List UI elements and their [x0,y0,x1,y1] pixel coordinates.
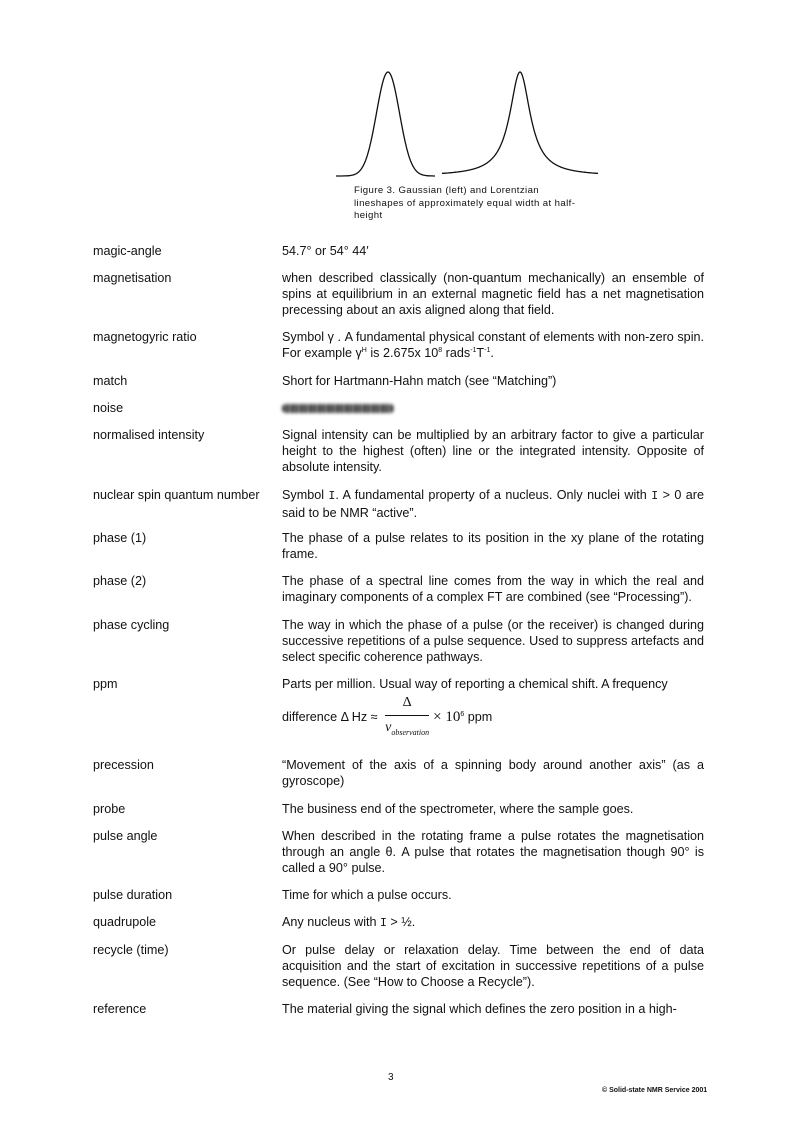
term: phase cycling [93,618,170,632]
text: Symbol γ . A fundamental physical constant of elements with non-zero spin. For example γ [282,330,704,360]
definition: Or pulse delay or relaxation delay. Time between the end of data acquisition and the start of excitation in successive repetitions of a pulse sequence. (See “How to Choose a Recycle”). [282,943,704,989]
symbol-I: I [380,917,387,930]
term: precession [93,758,154,772]
term: phase (2) [93,574,147,588]
term: phase (1) [93,531,147,545]
definition: The way in which the phase of a pulse (or the receiver) is changed during successive repetitions of a pulse sequence. Used to suppress artefacts and select specific coherence pathways. [282,618,704,664]
definition: Short for Hartmann-Hahn match (see “Matching”) [282,374,557,388]
denominator [385,716,429,741]
definition: when described classically (non-quantum mechanically) an ensemble of spins at equilibrium in an external magnetic field has a net magnetisation precessing about an axis aligned along that field. [282,271,704,317]
definition: The business end of the spectrometer, where the sample goes. [282,802,634,816]
ppm-formula [282,695,704,741]
symbol-I: I [651,490,659,503]
page-number: 3 [388,1072,394,1083]
definition: Time for which a pulse occurs. [282,888,452,902]
term: nuclear spin quantum number [93,488,260,502]
text: Parts per million. Usual way of reporting a chemical shift. A frequency [282,677,668,691]
term: probe [93,802,126,816]
definition: The phase of a pulse relates to its position in the xy plane of the rotating frame. [282,531,704,561]
term: quadrupole [93,915,157,929]
definition: The phase of a spectral line comes from the way in which the real and imaginary components of a complex FT are combined (see “Processing”). [282,574,704,604]
term: match [93,374,128,388]
sup: 8 [438,347,443,354]
symbol-I: I [328,490,336,503]
definition: The material giving the signal which defines the zero position in a high- [282,1002,677,1016]
sup: -1 [484,347,491,354]
sup: -1 [470,347,477,354]
definition: Signal intensity can be multiplied by an arbitrary factor to give a particular height to the highest (often) line or the integrated intensity. Opposite of absolute intensity. [282,428,704,474]
text: rads [442,346,471,360]
term: magnetogyric ratio [93,330,197,344]
definition-blurred [282,400,704,417]
definition [282,487,704,521]
lineshape-figure [336,64,606,180]
text: Any nucleus with [282,915,381,929]
definition: When described in the rotating frame a pulse rotates the magnetisation through an angle θ. A pulse that rotates the magnetisation though 90° is called a 90° pulse. [282,829,704,875]
lorentzian-curve [442,72,598,173]
term: ppm [93,677,118,691]
fraction [385,695,429,741]
numerator: Δ [385,695,429,716]
text: is 2.675x 10 [366,346,439,360]
text: . [490,346,494,360]
text: Symbol [282,488,329,502]
nu: ν [385,720,392,735]
figure-caption: Figure 3. Gaussian (left) and Lorentzian lineshapes of approximately equal width at half-height [354,185,576,221]
text: Δ Hz ≈ [340,710,378,725]
definition: “Movement of the axis of a spinning body around another axis” (as a gyroscope) [282,758,704,788]
term: reference [93,1002,147,1016]
term: normalised intensity [93,428,205,442]
text: . A fundamental property of a nucleus. Only nuclei with [335,488,652,502]
term: noise [93,401,124,415]
text: × 10 [433,709,461,726]
definition [282,329,704,361]
term: pulse angle [93,829,158,843]
term: recycle (time) [93,943,169,957]
term: magnetisation [93,271,172,285]
blurred-text-image [282,404,394,413]
text: > 0 are said to be NMR “active”. [282,488,704,520]
sup: 6 [460,711,465,719]
copyright-notice: © Solid-state NMR Service 2001 [602,1087,708,1094]
gaussian-curve [336,72,435,176]
definition [282,676,704,741]
term: magic-angle [93,244,162,258]
sup: H [361,347,367,354]
text: difference [282,710,341,725]
text: ppm [464,710,493,725]
definition [282,914,704,932]
definition: 54.7° or 54° 44′ [282,244,369,258]
text: > ½. [386,915,416,929]
subscript: observation [391,727,430,737]
text: T [476,346,485,360]
term: pulse duration [93,888,173,902]
